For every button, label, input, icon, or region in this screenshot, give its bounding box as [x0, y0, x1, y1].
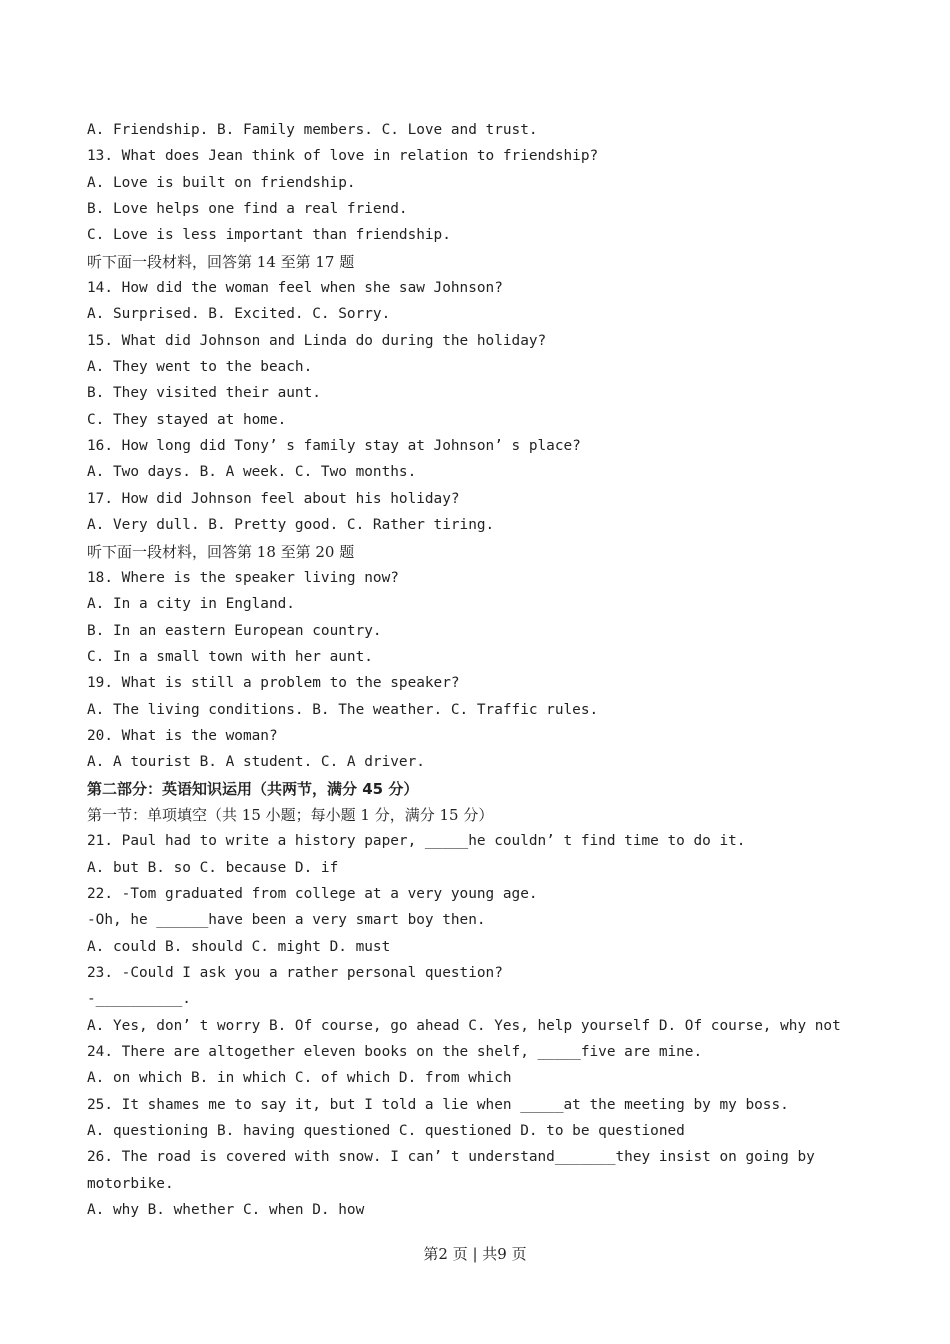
- section-heading: 第二部分：英语知识运用（共两节，满分 45 分）: [87, 779, 419, 798]
- section-instruction: 听下面一段材料，回答第 14 至第 17 题: [87, 252, 355, 271]
- text-line: 23. -Could I ask you a rather personal question?: [87, 965, 503, 981]
- text-line: A. questioning B. having questioned C. questioned D. to be questioned: [87, 1123, 685, 1140]
- text-line: -Oh, he ______have been a very smart boy then.: [87, 912, 486, 929]
- text-line: A. Friendship. B. Family members. C. Love and trust.: [87, 122, 538, 138]
- text-line: 26. The road is covered with snow. I can’ t understand_______they insist on going by: [87, 1149, 815, 1166]
- text-line: C. In a small town with her aunt.: [87, 648, 373, 665]
- text-line: motorbike.: [87, 1175, 174, 1192]
- text-line: A. The living conditions. B. The weather. C. Traffic rules.: [87, 701, 599, 718]
- text-line: A. Surprised. B. Excited. C. Sorry.: [87, 306, 391, 323]
- text-line: A. They went to the beach.: [87, 359, 313, 376]
- page-footer: 第2 页 | 共9 页: [423, 1245, 527, 1263]
- text-line: A. Very dull. B. Pretty good. C. Rather tiring.: [87, 517, 495, 534]
- text-line: A. In a city in England.: [87, 596, 295, 613]
- text-line: -__________.: [87, 991, 191, 1008]
- text-line: 24. There are altogether eleven books on the shelf, _____five are mine.: [87, 1044, 703, 1061]
- section-instruction: 听下面一段材料，回答第 18 至第 20 题: [87, 542, 355, 561]
- question-text-block: [87, 117, 887, 1223]
- text-line: 17. How did Johnson feel about his holiday?: [87, 490, 460, 507]
- text-line: 15. What did Johnson and Linda do during the holiday?: [87, 332, 547, 349]
- section-instruction: 第一节：单项填空（共 15 小题；每小题 1 分，满分 15 分）: [87, 805, 494, 824]
- text-line: A. A tourist B. A student. C. A driver.: [87, 754, 425, 771]
- text-line: 18. Where is the speaker living now?: [87, 569, 399, 586]
- text-line: 22. -Tom graduated from college at a very young age.: [87, 885, 538, 902]
- text-line: 20. What is the woman?: [87, 727, 278, 744]
- text-line: 19. What is still a problem to the speaker?: [87, 675, 460, 692]
- text-line: B. Love helps one find a real friend.: [87, 201, 408, 218]
- text-line: A. why B. whether C. when D. how: [87, 1202, 365, 1219]
- text-line: A. Two days. B. A week. C. Two months.: [87, 464, 417, 481]
- text-line: B. They visited their aunt.: [87, 385, 321, 402]
- text-line: 25. It shames me to say it, but I told a lie when _____at the meeting by my boss.: [87, 1096, 789, 1113]
- text-line: A. Love is built on friendship.: [87, 174, 356, 191]
- text-line: C. They stayed at home.: [87, 411, 287, 428]
- text-line: B. In an eastern European country.: [87, 622, 382, 639]
- text-line: A. but B. so C. because D. if: [87, 859, 339, 876]
- text-line: 16. How long did Tony’ s family stay at Johnson’ s place?: [87, 438, 581, 455]
- text-line: 13. What does Jean think of love in relation to friendship?: [87, 148, 599, 165]
- text-line: A. Yes, don’ t worry B. Of course, go ahead C. Yes, help yourself D. Of course, why not: [87, 1017, 841, 1034]
- text-line: A. could B. should C. might D. must: [87, 938, 391, 955]
- text-line: 21. Paul had to write a history paper, _____he couldn’ t find time to do it.: [87, 833, 746, 850]
- text-line: C. Love is less important than friendship.: [87, 227, 451, 244]
- text-line: A. on which B. in which C. of which D. from which: [87, 1070, 512, 1087]
- text-line: 14. How did the woman feel when she saw Johnson?: [87, 280, 503, 297]
